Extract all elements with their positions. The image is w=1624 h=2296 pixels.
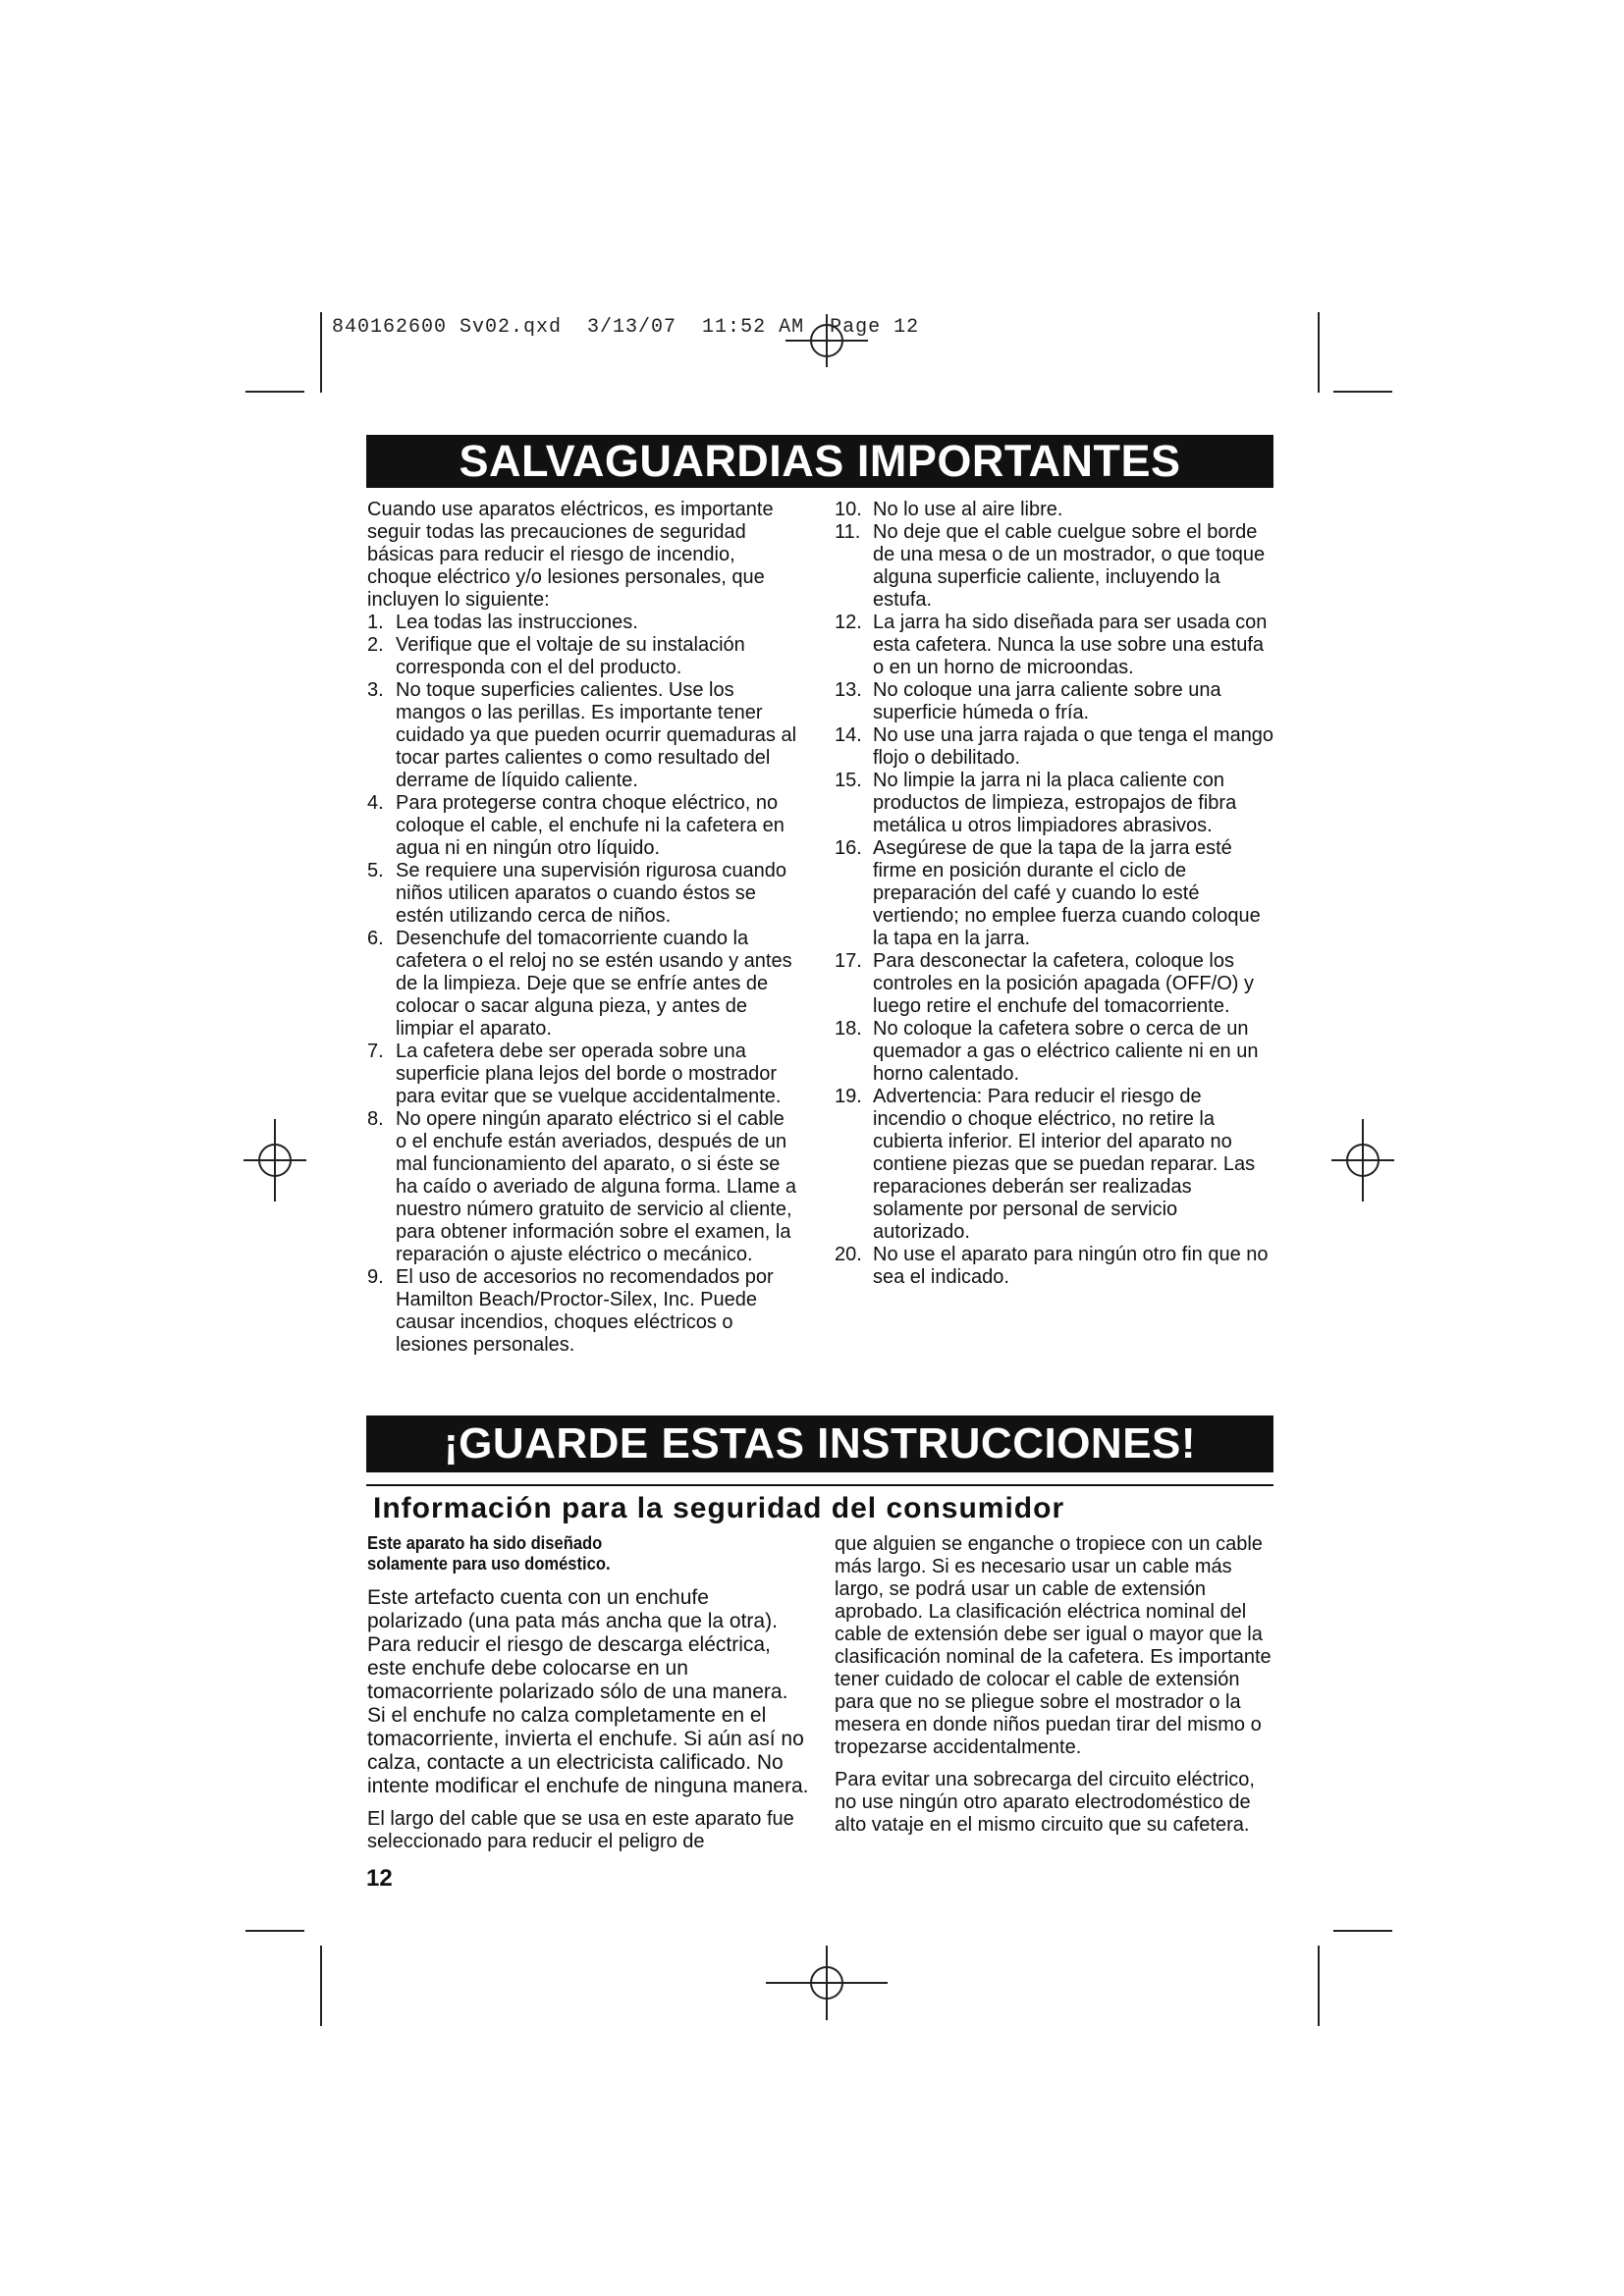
item-number: 4. <box>367 792 384 814</box>
item-number: 13. <box>835 679 862 701</box>
item-number: 10. <box>835 499 862 520</box>
item-number: 20. <box>835 1244 862 1265</box>
safeguard-item <box>835 521 1278 612</box>
item-text: No coloque la cafetera sobre o cerca de un quemador a gas o eléctrico caliente ni en un horno calentado. <box>873 1018 1259 1085</box>
safeguard-item <box>835 724 1278 770</box>
safeguard-item <box>835 950 1278 1018</box>
crop-mark <box>245 1930 304 1932</box>
page-number: 12 <box>366 1865 393 1892</box>
item-number: 19. <box>835 1086 862 1107</box>
divider <box>366 1484 1273 1486</box>
item-text: No coloque una jarra caliente sobre una superficie húmeda o fría. <box>873 679 1221 723</box>
safeguards-title: SALVAGUARDIAS IMPORTANTES <box>366 435 1273 488</box>
crop-mark <box>1333 1930 1392 1932</box>
registration-mark-icon <box>244 1119 306 1201</box>
item-number: 12. <box>835 612 862 633</box>
registration-mark-icon <box>766 1946 888 2020</box>
file-slug: 840162600 Sv02.qxd 3/13/07 11:52 AM Page 12 <box>332 316 920 339</box>
item-text: Desenchufe del tomacorriente cuando la cafetera o el reloj no se estén usando y antes de la limpieza. Deje que se enfríe antes de colocar o sacar alguna pieza, y antes de limpiar el aparato. <box>396 928 792 1040</box>
consumer-info-heading: Información para la seguridad del consumidor <box>373 1492 1065 1524</box>
item-number: 7. <box>367 1041 384 1062</box>
circuit-overload-paragraph: Para evitar una sobrecarga del circuito eléctrico, no use ningún otro aparato electrodoméstico de alto vataje en el mismo circuito que su cafetera. <box>835 1769 1255 1836</box>
item-text: Verifique que el voltaje de su instalación corresponda con el del producto. <box>396 634 745 678</box>
item-number: 8. <box>367 1108 384 1130</box>
safeguard-item <box>835 770 1278 837</box>
item-number: 6. <box>367 928 384 949</box>
item-number: 18. <box>835 1018 862 1040</box>
item-text: La cafetera debe ser operada sobre una superficie plana lejos del borde o mostrador para evitar que se vuelque accidentalmente. <box>396 1041 782 1107</box>
item-number: 5. <box>367 860 384 881</box>
item-text: Para protegerse contra choque eléctrico, no coloque el cable, el enchufe ni la cafetera en agua ni en ningún otro líquido. <box>396 792 785 859</box>
item-text: Para desconectar la cafetera, coloque los controles en la posición apagada (OFF/O) y luego retire el enchufe del tomacorriente. <box>873 950 1254 1017</box>
item-text: La jarra ha sido diseñada para ser usada con esta cafetera. Nunca la use sobre una estufa o en un horno de microondas. <box>873 612 1268 678</box>
safeguard-item <box>835 1244 1278 1289</box>
safeguard-item <box>835 1086 1278 1244</box>
item-number: 1. <box>367 612 384 633</box>
item-number: 14. <box>835 724 862 746</box>
item-text: No lo use al aire libre. <box>873 499 1063 520</box>
item-text: No limpie la jarra ni la placa caliente con productos de limpieza, estropajos de fibra metálica u otros limpiadores abrasivos. <box>873 770 1237 836</box>
item-text: Lea todas las instrucciones. <box>396 612 638 633</box>
registration-mark-icon <box>785 314 868 367</box>
safeguard-item <box>835 679 1278 724</box>
safeguard-item <box>367 612 799 634</box>
consumer-left-column <box>367 1533 809 1853</box>
safeguard-item <box>367 1041 799 1108</box>
item-text: Advertencia: Para reducir el riesgo de incendio o choque eléctrico, no retire la cubierta inferior. El interior del aparato no contiene piezas que se puedan reparar. Las reparaciones deberán ser realizadas solamente por personal de servicio autorizado. <box>873 1086 1256 1243</box>
domestic-use-note: Este aparato ha sido diseñado solamente para uso doméstico. <box>367 1533 611 1574</box>
item-text: No use una jarra rajada o que tenga el mango flojo o debilitado. <box>873 724 1274 769</box>
consumer-right-column <box>835 1533 1278 1837</box>
safeguard-item <box>835 1018 1278 1086</box>
registration-mark-icon <box>1331 1119 1394 1201</box>
safeguards-intro: Cuando use aparatos eléctricos, es importante seguir todas las precauciones de seguridad básicas para reducir el riesgo de incendio, choque eléctrico y/o lesiones personales, que incluyen lo siguiente: <box>367 499 774 611</box>
save-instructions-banner: ¡GUARDE ESTAS INSTRUCCIONES! <box>366 1415 1273 1472</box>
safeguards-right-column <box>835 499 1278 1289</box>
item-number: 17. <box>835 950 862 972</box>
safeguard-item <box>367 1108 799 1266</box>
item-number: 16. <box>835 837 862 859</box>
item-text: Asegúrese de que la tapa de la jarra esté firme en posición durante el ciclo de preparación del café y cuando lo esté vertiendo; no emplee fuerza cuando coloque la tapa en la jarra. <box>873 837 1261 949</box>
crop-mark <box>320 1946 322 2026</box>
item-text: No deje que el cable cuelgue sobre el borde de una mesa o de un mostrador, o que toque alguna superficie caliente, incluyendo la estufa. <box>873 521 1266 611</box>
safeguard-item <box>367 679 799 792</box>
safeguard-item <box>367 928 799 1041</box>
safeguard-item <box>367 1266 799 1357</box>
item-number: 15. <box>835 770 862 791</box>
crop-mark <box>1318 312 1320 393</box>
item-text: Se requiere una supervisión rigurosa cuando niños utilicen aparatos o cuando éstos se estén utilizando cerca de niños. <box>396 860 787 927</box>
crop-mark <box>1333 391 1392 393</box>
crop-mark <box>1318 1946 1320 2026</box>
item-text: No opere ningún aparato eléctrico si el cable o el enchufe están averiados, después de un mal funcionamiento del aparato, o si éste se ha caído o averiado de alguna forma. Llame a nuestro número gratuito de servicio al cliente, para obtener información sobre el examen, la reparación o ajuste eléctrico o mecánico. <box>396 1108 797 1265</box>
safeguard-item <box>367 634 799 679</box>
cord-length-paragraph-start: El largo del cable que se usa en este aparato fue seleccionado para reducir el peligro de <box>367 1808 794 1852</box>
safeguards-left-column <box>367 499 799 1357</box>
polarized-plug-paragraph: Este artefacto cuenta con un enchufe polarizado (una pata más ancha que la otra). Para reducir el riesgo de descarga eléctrica, este enchufe debe colocarse en un tomacorriente polarizado sólo de una manera. Si el enchufe no calza completamente en el tomacorriente, invierta el enchufe. Si aún así no calza, contacte a un electricista calificado. No intente modificar el enchufe de ninguna manera. <box>367 1586 809 1797</box>
crop-mark <box>245 391 304 393</box>
safeguard-item <box>835 837 1278 950</box>
safeguards-list-left <box>367 612 799 1357</box>
item-number: 2. <box>367 634 384 656</box>
crop-mark <box>320 312 322 393</box>
item-number: 11. <box>835 521 861 543</box>
item-text: El uso de accesorios no recomendados por Hamilton Beach/Proctor-Silex, Inc. Puede causar incendios, choques eléctricos o lesiones personales. <box>396 1266 774 1356</box>
item-number: 9. <box>367 1266 384 1288</box>
cord-length-paragraph-end: que alguien se enganche o tropiece con un cable más largo. Si es necesario usar un cable más largo, se podrá usar un cable de extensión aprobado. La clasificación eléctrica nominal del cable de extensión debe ser igual o mayor que la clasificación nominal de la cafetera. Es importante tener cuidado de colocar el cable de extensión para que no se pliegue sobre el mostrador o la mesera en donde niños puedan tirar del mismo o tropezarse accidentalmente. <box>835 1533 1272 1758</box>
safeguard-item <box>835 612 1278 679</box>
safeguard-item <box>835 499 1278 521</box>
item-number: 3. <box>367 679 384 701</box>
safeguard-item <box>367 792 799 860</box>
safeguards-list-right <box>835 499 1278 1289</box>
item-text: No use el aparato para ningún otro fin que no sea el indicado. <box>873 1244 1269 1288</box>
item-text: No toque superficies calientes. Use los mangos o las perillas. Es importante tener cuidado ya que pueden ocurrir quemaduras al tocar partes calientes o como resultado del derrame de líquido caliente. <box>396 679 797 791</box>
safeguard-item <box>367 860 799 928</box>
